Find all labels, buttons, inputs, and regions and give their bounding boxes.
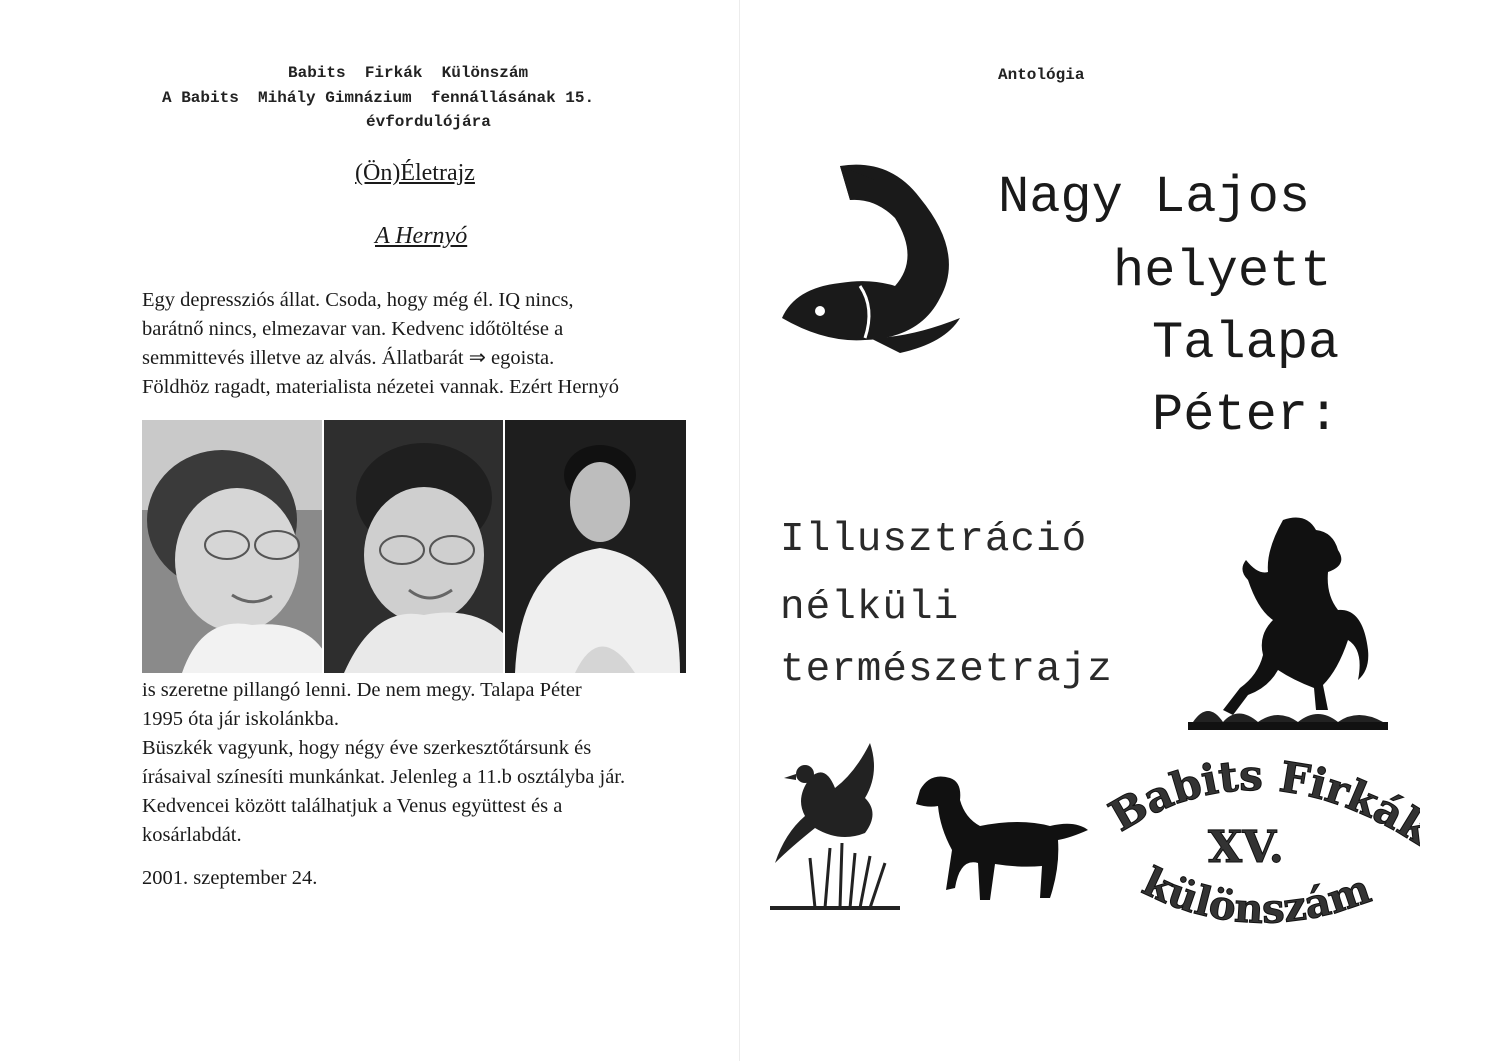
text-line: is szeretne pillangó lenni. De nem megy. Talapa Péter: [142, 679, 582, 701]
logo-issue-number: XV.: [1208, 822, 1284, 873]
right-page: [740, 0, 1496, 1061]
subheadline-line-3: természetrajz: [780, 647, 1113, 693]
logo-subtitle: különszám: [1135, 858, 1377, 934]
logo-title: Babits Firká: [1100, 750, 1413, 841]
dog-illustration: [910, 768, 1090, 913]
article-subtitle: A Hernyó: [375, 223, 468, 249]
subheadline-line-2: nélküli: [780, 585, 960, 631]
subheadline-line-1: Illusztráció: [780, 517, 1088, 563]
photo-strip: [142, 420, 686, 673]
text-line: kosárlabdát.: [142, 824, 242, 846]
article-date: 2001. szeptember 24.: [142, 867, 318, 889]
text-line: Kedvencei között találhatjuk a Venus együttest és a: [142, 795, 563, 817]
horse-illustration: [1188, 510, 1388, 745]
duck-illustration: [770, 738, 900, 923]
left-page: [0, 0, 740, 1061]
headline-line-3: Talapa: [1152, 314, 1340, 373]
portrait-photo-2: [324, 420, 506, 673]
fish-illustration: [780, 158, 970, 363]
text-line: Földhöz ragadt, materialista nézetei vannak. Ezért Hernyó: [142, 376, 619, 398]
header-occasion: A Babits Mihály Gimnázium fennállásának 15.: [162, 89, 595, 107]
section-label: Antológia: [998, 66, 1085, 84]
text-line: írásaival színesíti munkánkat. Jelenleg a 11.b osztályba jár.: [142, 766, 626, 788]
headline-line-1: Nagy Lajos: [998, 168, 1311, 227]
babits-firkak-logo: [1090, 730, 1420, 955]
paragraph-intro: [142, 286, 722, 402]
text-line: 1995 óta jár iskolánkba.: [142, 708, 339, 730]
article-title: (Ön)Életrajz: [355, 160, 475, 186]
text-line: semmittevés illetve az alvás. Állatbarát ⇒ egoista.: [142, 347, 555, 369]
header-occasion-end: évfordulójára: [366, 113, 491, 131]
header-publication: Babits Firkák Különszám: [288, 64, 529, 82]
paragraph-continued: [142, 676, 722, 850]
headline-line-2: helyett: [1113, 242, 1332, 301]
portrait-photo-1: [142, 420, 324, 673]
portrait-photo-3: [505, 420, 686, 673]
text-line: barátnő nincs, elmezavar van. Kedvenc időtöltése a: [142, 318, 564, 340]
text-line: Büszkék vagyunk, hogy négy éve szerkesztőtársunk és: [142, 737, 592, 759]
text-line: Egy depressziós állat. Csoda, hogy még él. IQ nincs,: [142, 289, 574, 311]
headline-line-4: Péter:: [1152, 386, 1340, 445]
